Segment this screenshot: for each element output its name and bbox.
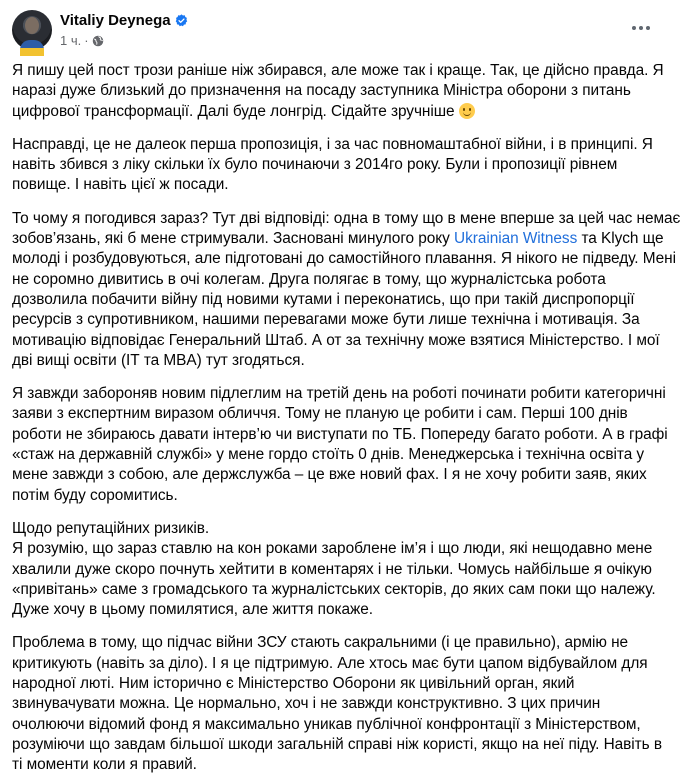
text-line: критикують (навіть за діло). І я це підтримую. Але хтось має бути цапом відбувайлом для	[12, 654, 648, 672]
text-line: Я завжди забороняв новим підлеглим на третій день на роботі починати робити категоричні	[12, 385, 666, 403]
paragraph-3	[12, 209, 680, 371]
text-line: ресурсів з супротивником, нашими перевагами може бути лише технічна і мотивація. За	[12, 311, 640, 329]
text-line: очолюючи відомий фонд я максимально уникав публічної конфронтації з Міністерством,	[12, 715, 641, 733]
post-meta	[60, 10, 188, 48]
text-line: повище. І навіть цієї ж посади.	[12, 176, 229, 194]
text-line: «стаж на державній службі» у мене гордо стоїть 0 днів. Менеджерська і технічна освіта у	[12, 446, 645, 464]
text-line: дозволила побачити війну під новими кутами і переконатись, що при такій диспропорції	[12, 290, 635, 308]
text-line: дві вищі освіти (ІТ та MBA) тут згодяться.	[12, 351, 305, 369]
more-dot	[646, 26, 650, 30]
text-line: розуміючи що завдам більшої шкоди загальній справі ніж користі, якщо на неї піду. Навіть в	[12, 735, 662, 753]
text-line: заяви з експертним виразом обличчя. Тому не планую це робити і сам. Перші 100 днів	[12, 405, 628, 423]
text-line: ті моменти коли я правий.	[12, 756, 197, 774]
text-line: Дуже хочу в цьому помилятися, але життя покаже.	[12, 601, 373, 619]
text-line: не соромно дивитись в очі колегам. Друга полягає в тому, що журналістська робота	[12, 270, 606, 288]
text-line: хвалили дуже скоро почнуть хейтити в коментарях і не тільки. Чомусь найбільше я очікую	[12, 560, 652, 578]
paragraph-6	[12, 633, 662, 775]
text-line: Проблема в тому, що підчас війни ЗСУ стають сакральними (і це правильно), армію не	[12, 634, 629, 652]
text-line: «привітань» саме з громадського та журналістських секторів, до яких сам поки що належу.	[12, 580, 656, 598]
post-timestamp[interactable]: 1 ч.	[60, 33, 82, 48]
avatar-shirt	[20, 40, 44, 56]
text-line: Я пишу цей пост трози раніше ніж збирався, але може так і краще. Так, це дійсно правда. Я	[12, 62, 664, 79]
smiling-face-icon	[459, 103, 475, 119]
text-line: звинувачувати можна. Це нормально, хоч і не завжди конструктивно. З цих причин	[12, 695, 601, 713]
text-line: молоді і розбудовуються, але підготовані до самостійного плавання. Я нікого не підведу. Мені	[12, 250, 676, 268]
text-line: То чому я погодився зараз? Тут дві відповіді: одна в тому що в мене вперше за цей час немає	[12, 209, 680, 227]
meta-separator: ·	[84, 33, 89, 48]
text-line: наразі дуже близький до призначення на посаду заступника Міністра оборони з питань	[12, 82, 631, 100]
text-line: Насправді, це не далеок перша пропозиція, і за час повномаштабної війни, і в принципі. Я	[12, 135, 653, 153]
post-header	[12, 10, 657, 54]
verified-badge-icon	[175, 14, 188, 27]
ukrainian-witness-link[interactable]: Ukrainian Witness	[454, 230, 578, 248]
text-line: мотивацію відповідає Генеральний Штаб. А от за технічну може взятися Міністерство. І мої	[12, 331, 660, 349]
text-line: потім буду соромитись.	[12, 486, 178, 504]
text-line-with-link	[12, 229, 664, 249]
text-span: зобов’язань, які б мене стримували. Засновані минулого року	[12, 230, 450, 248]
globe-icon[interactable]	[92, 35, 104, 47]
author-avatar[interactable]	[12, 10, 52, 50]
text-line: народної люті. Ним історично є Міністерство Оборони як цивільний орган, який	[12, 675, 575, 693]
text-line: роботи не збираюсь давати інтерв’ю чи виступати по ТБ. Попереду багато роботи. А в графі	[12, 425, 668, 443]
text-line: Щодо репутаційних ризиків.	[12, 519, 210, 537]
author-name[interactable]: Vitaliy Deynega	[60, 11, 171, 29]
text-line: Я розумію, що зараз ставлю на кон роками зароблене ім’я і що люди, які нещодавно мене	[12, 540, 653, 558]
paragraph-4	[12, 384, 668, 506]
post-body	[12, 61, 680, 776]
text-line-with-emoji	[12, 102, 657, 122]
paragraph-1	[12, 61, 664, 122]
post-subline	[60, 33, 188, 48]
text-line: мене завжди з собою, але держслужба – це вже новий фах. І я не хочу робити заяв, яких	[12, 466, 647, 484]
author-row	[60, 10, 188, 30]
more-dot	[639, 26, 643, 30]
text-span: цифрової трансформації. Далі буде лонгрід. Сідайте зручніше	[12, 102, 455, 120]
avatar-face	[25, 17, 39, 34]
text-span: та Klych ще	[577, 230, 664, 248]
paragraph-5	[12, 519, 657, 620]
paragraph-2	[12, 135, 657, 196]
more-dot	[632, 26, 636, 30]
text-line: навіть збився з ліку скільки їх було починаючи з 2014го року. Були і пропозиції рівнем	[12, 156, 618, 174]
more-options-icon[interactable]	[623, 10, 659, 46]
